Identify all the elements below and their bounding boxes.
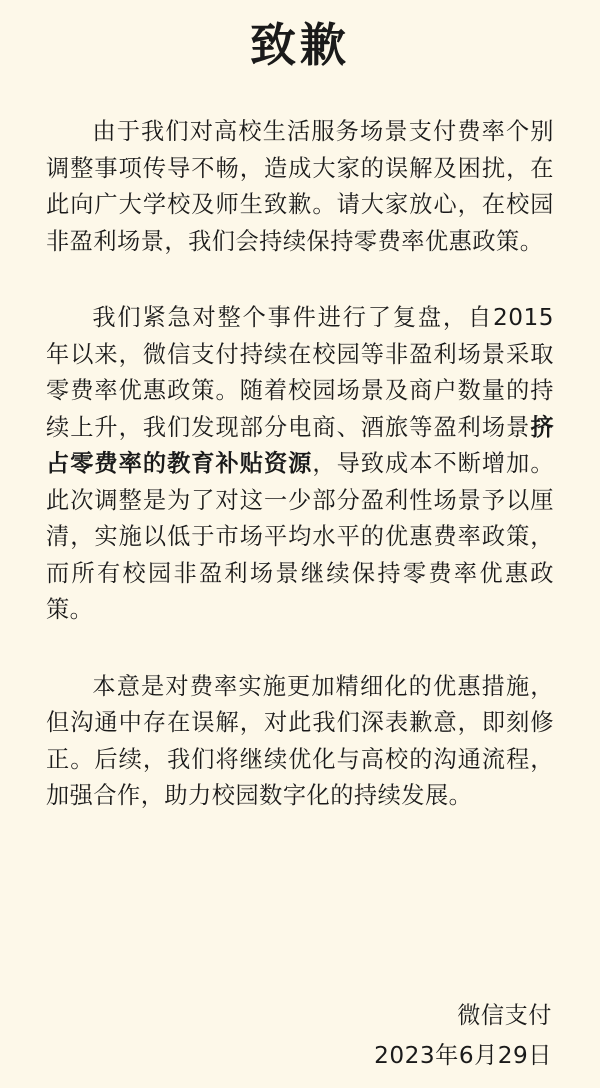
signature-date: 2023年6月29日 bbox=[374, 1042, 552, 1069]
paragraph-2-text-before: 我们紧急对整个事件进行了复盘，自2015年以来，微信支付持续在校园等非盈利场景采取零费率优惠政策。随着校园场景及商户数量的持续上升，我们发现部分电商、酒旅等盈利场景 bbox=[46, 304, 554, 441]
signature-organization: 微信支付 bbox=[457, 1002, 552, 1029]
paragraph-2-text-after: ，导致成本不断增加。此次调整是为了对这一少部分盈利性场景予以厘清，实施以低于市场平均水平的优惠费率政策，而所有校园非盈利场景继续保持零费率优惠政策。 bbox=[46, 450, 555, 623]
letter-title: 致歉 bbox=[250, 18, 350, 72]
paragraph-2-bold-text: 挤占零费率的教育补贴资源 bbox=[46, 413, 554, 477]
paragraph-1: 由于我们对高校生活服务场景支付费率个别调整事项传导不畅，造成大家的误解及困扰，在此向广大学校及师生致歉。请大家放心，在校园非盈利场景，我们会持续保持零费率优惠政策。 bbox=[46, 118, 554, 255]
paragraph-2 bbox=[46, 300, 554, 629]
paragraph-3: 本意是对费率实施更加精细化的优惠措施，但沟通中存在误解，对此我们深表歉意，即刻修正。后续，我们将继续优化与高校的沟通流程，加强合作，助力校园数字化的持续发展。 bbox=[46, 672, 554, 809]
